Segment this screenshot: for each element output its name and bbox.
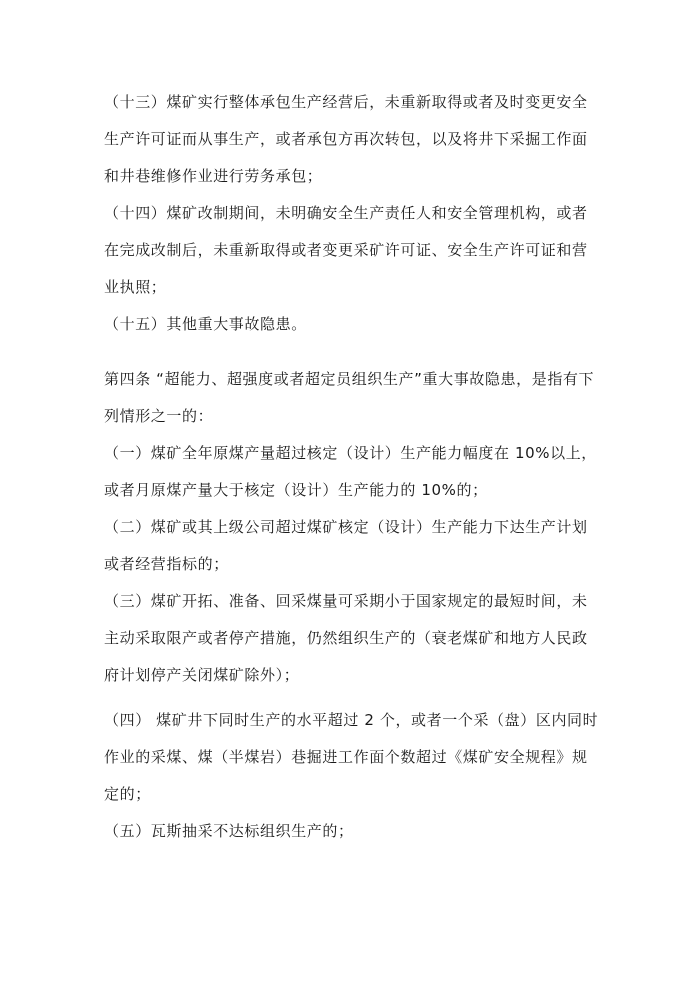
text-line: 生产许可证而从事生产，或者承包方再次转包，以及将井下采掘工作面 <box>104 130 588 148</box>
text-line: 列情形之一的： <box>104 407 214 425</box>
text-line: 和井巷维修作业进行劳务承包； <box>104 167 323 185</box>
text-line: （一）煤矿全年原煤产量超过核定（设计）生产能力幅度在 10%以上， <box>104 444 597 462</box>
paragraph-item-2 <box>104 509 604 583</box>
text-line: 或者月原煤产量大于核定（设计）生产能力的 10%的； <box>104 481 488 499</box>
text-line: 作业的采煤、煤（半煤岩）巷掘进工作面个数超过《煤矿安全规程》规 <box>104 748 588 766</box>
text-line: （十四）煤矿改制期间，未明确安全生产责任人和安全管理机构，或者 <box>104 204 588 222</box>
text-line: 主动采取限产或者停产措施，仍然组织生产的（衰老煤矿和地方人民政 <box>104 629 588 647</box>
text-line: 第四条 “超能力、超强度或者超定员组织生产”重大事故隐患，是指有下 <box>104 370 595 388</box>
text-line: 府计划停产关闭煤矿除外）； <box>104 666 300 684</box>
paragraph-item-14 <box>104 195 604 306</box>
paragraph-item-4 <box>104 702 604 813</box>
paragraph-item-3 <box>104 583 604 694</box>
paragraph-item-5 <box>104 813 604 850</box>
text-line: （十三）煤矿实行整体承包生产经营后，未重新取得或者及时变更安全 <box>104 93 588 111</box>
article-4-heading <box>104 361 604 435</box>
text-line: 业执照； <box>104 278 167 296</box>
text-line: 或者经营指标的； <box>104 555 229 573</box>
text-line: （二）煤矿或其上级公司超过煤矿核定（设计）生产能力下达生产计划 <box>104 518 588 536</box>
text-line: 定的； <box>104 785 151 803</box>
paragraph-item-13 <box>104 84 604 195</box>
text-line: （三）煤矿开拓、准备、回采煤量可采期小于国家规定的最短时间，未 <box>104 592 588 610</box>
paragraph-item-15 <box>104 306 604 343</box>
text-line: （十五）其他重大事故隐患。 <box>104 315 307 333</box>
paragraph-item-1 <box>104 435 604 509</box>
text-line: （四） 煤矿井下同时生产的水平超过 2 个，或者一个采（盘）区内同时 <box>104 711 599 729</box>
text-line: （五）瓦斯抽采不达标组织生产的； <box>104 822 354 840</box>
text-line: 在完成改制后，未重新取得或者变更采矿许可证、安全生产许可证和营 <box>104 241 588 259</box>
